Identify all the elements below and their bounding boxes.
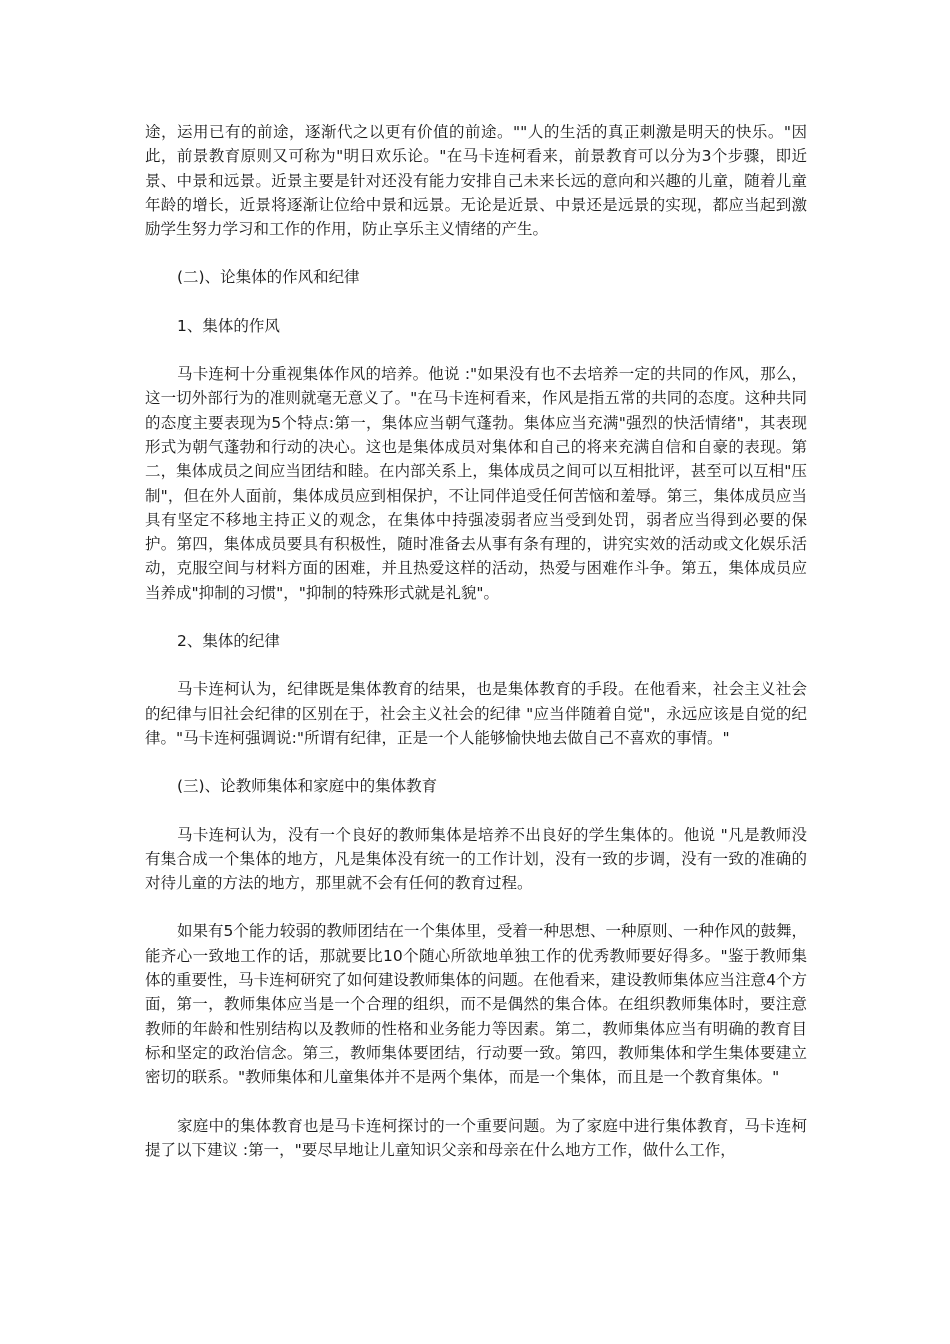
paragraph-prospect-education: 途，运用已有的前途，逐渐代之以更有价值的前途。""人的生活的真正刺激是明天的快乐。"因此，前景教育原则又可称为"明日欢乐论。"在马卡连柯看来，前景教育可以分为3个步骤，即近景、中景和远景。近景主要是针对还没有能力安排自己未来长远的意向和兴趣的儿童，随着儿童年龄的增长，近景将逐渐让位给中景和远景。无论是近景、中景还是远景的实现，都应当起到激励学生努力学习和工作的作用，防止享乐主义情绪的产生。	[145, 123, 807, 239]
paragraph-teacher-collective-building: 如果有5个能力较弱的教师团结在一个集体里，受着一种思想、一种原则、一种作风的鼓舞，能齐心一致地工作的话，那就要比10个随心所欲地单独工作的优秀教师要好得多。"鉴于教师集体的重要性，马卡连柯研究了如何建设教师集体的问题。在他看来，建设教师集体应当注意4个方面，第一，教师集体应当是一个合理的组织，而不是偶然的集合体。在组织教师集体时，要注意教师的年龄和性别结构以及教师的性格和业务能力等因素。第二，教师集体应当有明确的教育目标和坚定的政治信念。第三，教师集体要团结，行动要一致。第四，教师集体和学生集体要建立密切的联系。"教师集体和儿童集体并不是两个集体，而是一个集体，而且是一个教育集体。"	[145, 922, 807, 1087]
paragraph-family-collective-education: 家庭中的集体教育也是马卡连柯探讨的一个重要问题。为了家庭中进行集体教育，马卡连柯提了以下建议 :第一，"要尽早地让儿童知识父亲和母亲在什么地方工作，做什么工作，	[145, 1116, 807, 1159]
subheading-collective-style: 1、集体的作风	[177, 316, 280, 335]
paragraph-collective-style: 马卡连柯十分重视集体作风的培养。他说 :"如果没有也不去培养一定的共同的作风，那么，这一切外部行为的准则就毫无意义了。"在马卡连柯看来，作风是指五常的共同的态度。这种共同的态度主要表现为5个特点:第一，集体应当朝气蓬勃。集体应当充满"强烈的快活情绪"，其表现形式为朝气蓬勃和行动的决心。这也是集体成员对集体和自己的将来充满自信和自豪的表现。第二，集体成员之间应当团结和睦。在内部关系上，集体成员之间可以互相批评，甚至可以互相"压制"，但在外人面前，集体成员应到相保护，不让同伴追受任何苦恼和羞辱。第三，集体成员应当具有坚定不移地主持正义的观念，在集体中持强凌弱者应当受到处罚，弱者应当得到必要的保护。第四，集体成员要具有积极性，随时准备去从事有条有理的，讲究实效的活动或文化娱乐活动，克服空间与材料方面的困难，并且热爱这样的活动，热爱与困难作斗争。第五，集体成员应当养成"抑制的习惯"，"抑制的特殊形式就是礼貌"。	[145, 365, 807, 602]
subheading-collective-discipline: 2、集体的纪律	[177, 632, 280, 651]
section-heading-teacher-collective: (三)、论教师集体和家庭中的集体教育	[177, 777, 438, 796]
section-heading-collective-style-discipline: (二)、论集体的作风和纪律	[177, 268, 360, 287]
paragraph-collective-discipline: 马卡连柯认为，纪律既是集体教育的结果，也是集体教育的手段。在他看来，社会主义社会的纪律与旧社会纪律的区别在于，社会主义社会的纪律 "应当伴随着自觉"，永远应该是自觉的纪律。"马卡连柯强调说:"所谓有纪律，正是一个人能够愉快地去做自己不喜欢的事情。"	[145, 680, 807, 747]
paragraph-teacher-collective-intro: 马卡连柯认为，没有一个良好的教师集体是培养不出良好的学生集体的。他说 "凡是教师没有集合成一个集体的地方，凡是集体没有统一的工作计划，没有一致的步调，没有一致的准确的对待儿童的方法的地方，那里就不会有任何的教育过程。	[145, 825, 807, 893]
document-page	[145, 120, 807, 1186]
